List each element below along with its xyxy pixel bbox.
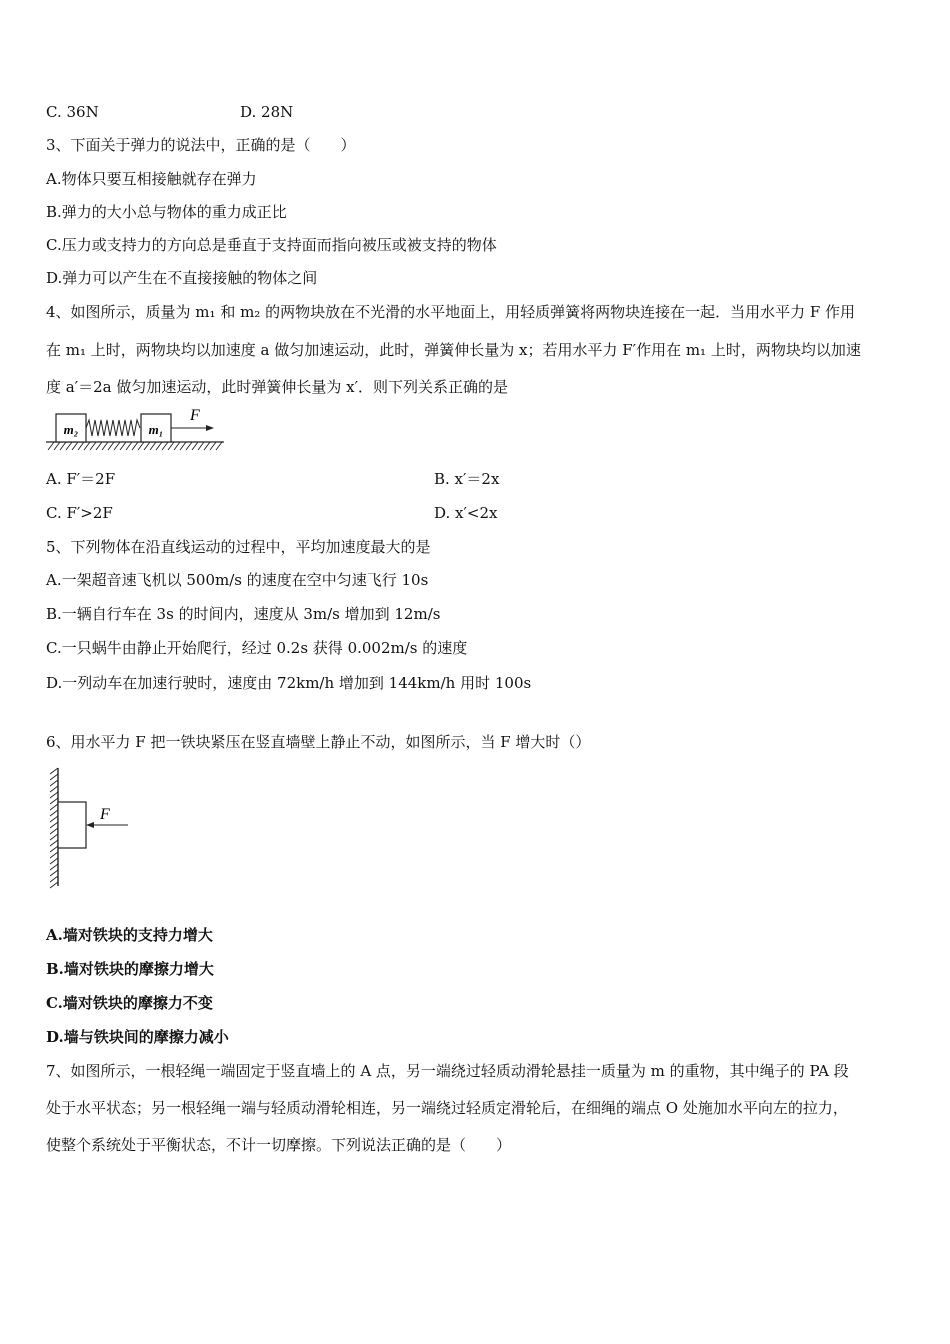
q4-option-c: C. F′>2F	[46, 504, 113, 522]
q6-wall-block-figure	[44, 764, 134, 892]
q7-stem-line-3: 使整个系统处于平衡状态，不计一切摩擦。下列说法正确的是（ ）	[46, 1136, 512, 1154]
q3-option-c: C.压力或支持力的方向总是垂直于支持面而指向被压或被支持的物体	[46, 236, 497, 254]
q5-option-a: A.一架超音速飞机以 500m/s 的速度在空中匀速飞行 10s	[46, 571, 429, 589]
q6-option-d: D.墙与铁块间的摩擦力减小	[46, 1028, 229, 1046]
force-label: F	[190, 407, 200, 424]
q4-stem-line-1: 4、如图所示，质量为 m₁ 和 m₂ 的两物块放在不光滑的水平地面上，用轻质弹簧将两物块连接在一起．当用水平力 F 作用	[46, 303, 856, 321]
q4-stem-line-2: 在 m₁ 上时，两物块均以加速度 a 做匀加速运动，此时，弹簧伸长量为 x；若用水平力 F′作用在 m₁ 上时，两物块均以加速	[46, 341, 861, 359]
force-label: F	[100, 806, 110, 823]
q4-spring-blocks-figure	[44, 404, 226, 456]
q7-stem-line-2: 处于水平状态；另一根轻绳一端与轻质动滑轮相连，另一端绕过轻质定滑轮后，在细绳的端点 O 处施加水平向左的拉力，	[46, 1099, 848, 1117]
iron-block	[58, 802, 86, 848]
q5-stem: 5、下列物体在沿直线运动的过程中，平均加速度最大的是	[46, 538, 431, 556]
q6-option-c: C.墙对铁块的摩擦力不变	[46, 994, 213, 1012]
q2-option-c: C. 36N	[46, 103, 99, 121]
q4-option-b: B. x′＝2x	[434, 470, 500, 488]
q6-option-b: B.墙对铁块的摩擦力增大	[46, 960, 214, 978]
spring	[86, 420, 140, 436]
q7-stem-line-1: 7、如图所示，一根轻绳一端固定于竖直墙上的 A 点，另一端绕过轻质动滑轮悬挂一质量为 m 的重物，其中绳子的 PA 段	[46, 1062, 849, 1080]
q6-option-a: A.墙对铁块的支持力增大	[46, 926, 213, 944]
q4-option-a: A. F′＝2F	[46, 470, 116, 488]
q4-stem-line-3: 度 a′＝2a 做匀加速运动，此时弹簧伸长量为 x′．则下列关系正确的是	[46, 378, 509, 396]
q3-stem: 3、下面关于弹力的说法中，正确的是（ ）	[46, 136, 356, 154]
q3-option-b: B.弹力的大小总与物体的重力成正比	[46, 203, 287, 221]
q6-stem: 6、用水平力 F 把一铁块紧压在竖直墙壁上静止不动，如图所示，当 F 增大时（）	[46, 733, 591, 751]
q4-option-d: D. x′<2x	[434, 504, 498, 522]
q5-option-d: D.一列动车在加速行驶时，速度由 72km/h 增加到 144km/h 用时 100s	[46, 674, 532, 692]
q5-option-c: C.一只蜗牛由静止开始爬行，经过 0.2s 获得 0.002m/s 的速度	[46, 639, 468, 657]
q3-option-d: D.弹力可以产生在不直接接触的物体之间	[46, 269, 318, 287]
block-m1-label: m₁	[148, 422, 164, 437]
q3-option-a: A.物体只要互相接触就存在弹力	[46, 170, 257, 188]
block-m2-label: m₂	[63, 422, 79, 437]
q2-option-d: D. 28N	[240, 103, 294, 121]
q5-option-b: B.一辆自行车在 3s 的时间内，速度从 3m/s 增加到 12m/s	[46, 605, 441, 623]
